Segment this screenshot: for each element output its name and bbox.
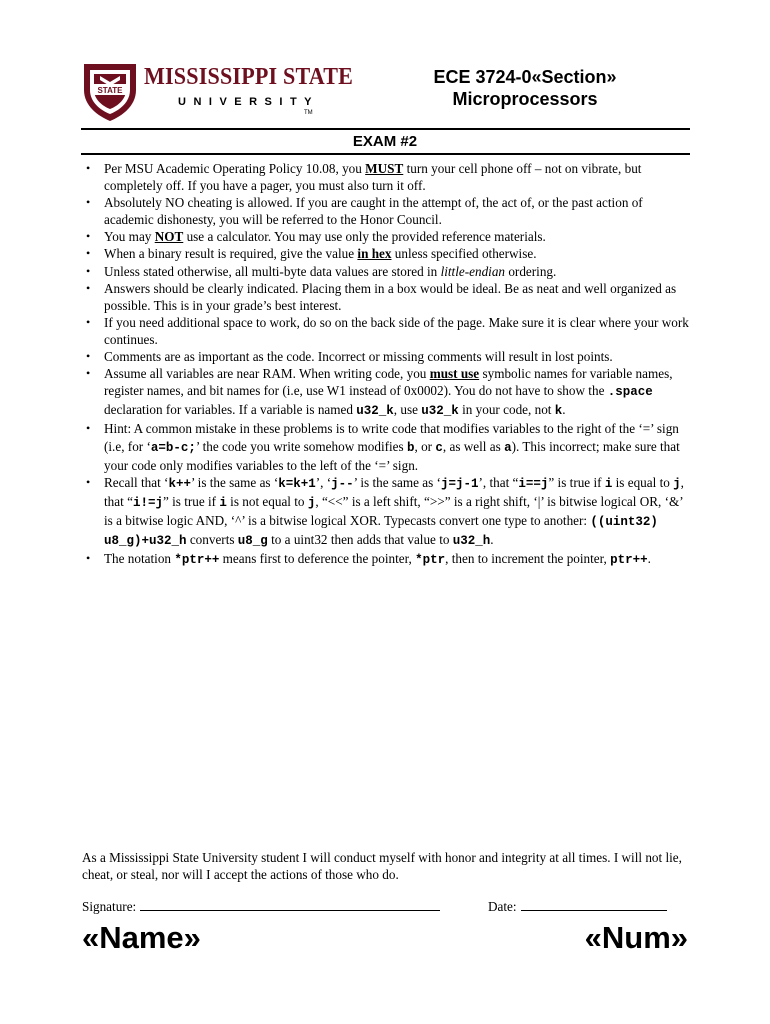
student-name-field: «Name» bbox=[82, 920, 201, 955]
italic-text: little-endian bbox=[440, 263, 506, 279]
emphasis-text: must use bbox=[429, 366, 480, 382]
instruction-text: ’, ‘ bbox=[315, 474, 332, 490]
shield-text: STATE bbox=[97, 86, 123, 95]
code-text: i==j bbox=[518, 476, 549, 491]
instruction-text: Per MSU Academic Operating Policy 10.08, you bbox=[104, 161, 366, 176]
instruction-text: ordering. bbox=[505, 263, 557, 279]
instruction-item bbox=[82, 550, 692, 569]
code-text: u32_k bbox=[421, 404, 459, 419]
shield-logo-icon bbox=[82, 60, 138, 122]
instruction-text: turn your cell phone off – not on vibrate, but completely off. If you have a pager, you must also turn it off. bbox=[104, 161, 642, 194]
code-text: k++ bbox=[168, 476, 191, 491]
instruction-text: . bbox=[562, 402, 566, 418]
signature-label: Signature: bbox=[82, 899, 137, 914]
instruction-text: ’ the code you write somehow modifies bbox=[195, 438, 407, 454]
code-text: ptr++ bbox=[610, 553, 648, 568]
instruction-text: ’, that “ bbox=[478, 474, 519, 490]
instruction-text: , that “ bbox=[104, 474, 684, 509]
emphasis-text: MUST bbox=[365, 161, 404, 176]
instruction-text: converts bbox=[186, 531, 238, 547]
code-text: i bbox=[604, 476, 613, 491]
signature-field[interactable] bbox=[82, 898, 440, 915]
instruction-item bbox=[82, 365, 692, 420]
code-text: j bbox=[307, 495, 316, 510]
instruction-text: to a uint32 then adds that value to bbox=[267, 531, 453, 547]
instruction-text: in your code, not bbox=[458, 402, 555, 418]
instruction-text: symbolic names for variable names, register names, and bit names for (i.e, use W1 instead of 0x0002). You do not have to show the bbox=[104, 366, 673, 399]
course-name: Microprocessors bbox=[452, 89, 598, 109]
logo-university-text: UNIVERSITY bbox=[178, 96, 320, 108]
logo-wordmark: MISSISSIPPI STATE bbox=[144, 64, 354, 90]
date-label: Date: bbox=[488, 899, 517, 914]
code-text: b bbox=[406, 440, 415, 455]
instruction-text: Assume all variables are near RAM. When writing code, you bbox=[104, 366, 430, 382]
instruction-item bbox=[82, 348, 692, 365]
instruction-text: Answers should be clearly indicated. Placing them in a box would be ideal. Be as neat and well organized as possible. This is in your grade’s best interest. bbox=[104, 280, 677, 313]
instruction-item bbox=[82, 420, 692, 473]
code-text: k bbox=[554, 404, 563, 419]
signature-line[interactable] bbox=[140, 898, 440, 911]
instruction-item bbox=[82, 160, 692, 194]
instruction-text: use a calculator. You may use only the provided reference materials. bbox=[183, 229, 546, 245]
instruction-text: Comments are as important as the code. Incorrect or missing comments will result in lost points. bbox=[104, 349, 613, 365]
instruction-item bbox=[82, 228, 692, 245]
exam-title: EXAM #2 bbox=[352, 133, 418, 150]
instruction-text: . bbox=[647, 551, 651, 567]
code-text: u32_h bbox=[452, 533, 491, 548]
instruction-text: ’ is the same as ‘ bbox=[190, 474, 279, 490]
instruction-text: Unless stated otherwise, all multi-byte data values are stored in bbox=[104, 263, 441, 279]
instruction-text: The notation bbox=[104, 551, 175, 567]
instruction-text: When a binary result is required, give the value bbox=[104, 246, 358, 262]
code-text: j-- bbox=[331, 476, 354, 491]
instruction-text: is equal to bbox=[612, 474, 674, 490]
university-logo bbox=[82, 60, 352, 122]
instruction-text: means first to deference the pointer, bbox=[219, 551, 416, 567]
code-text: .space bbox=[607, 385, 653, 400]
emphasis-text: NOT bbox=[154, 229, 184, 245]
course-number: ECE 3724-0«Section» bbox=[433, 67, 617, 87]
code-text: j=j-1 bbox=[440, 476, 479, 491]
code-text: i bbox=[219, 495, 227, 510]
instruction-item bbox=[82, 474, 692, 550]
code-text: *ptr bbox=[415, 553, 446, 568]
instruction-text: , then to increment the pointer, bbox=[445, 551, 611, 567]
instruction-text: Absolutely NO cheating is allowed. If you are caught in the attempt of, the act of, or the past action of academic dishonesty, you will be referred to the Honor Council. bbox=[104, 195, 643, 228]
instruction-text: , “<<” is a left shift, “>>” is a right shift, ‘|’ is bitwise logical OR, ‘&’ is a bitwise logic AND, ‘^’ is a bitwise logical XOR. Typecasts convert one type to another: bbox=[104, 493, 683, 528]
instruction-item bbox=[82, 263, 692, 280]
instruction-text: unless specified otherwise. bbox=[391, 246, 537, 262]
instruction-item bbox=[82, 280, 692, 314]
date-line[interactable] bbox=[521, 898, 667, 911]
code-text: k=k+1 bbox=[278, 476, 316, 491]
code-text: *ptr++ bbox=[174, 553, 220, 568]
instruction-text: ” is true if bbox=[548, 474, 605, 490]
instruction-text: You may bbox=[104, 229, 155, 245]
instruction-text: , or bbox=[414, 438, 436, 454]
logo-trademark: TM bbox=[304, 110, 313, 116]
instruction-item bbox=[82, 245, 692, 262]
code-text: ((uint32) u8_g)+u32_h bbox=[104, 514, 658, 548]
emphasis-text: in hex bbox=[357, 246, 392, 262]
code-text: j bbox=[673, 476, 681, 491]
instruction-text: Hint: A common mistake in these problems is to write code that modifies variables to the right of the ‘=’ sign (i.e, for ‘ bbox=[104, 421, 679, 454]
code-text: a bbox=[504, 440, 512, 455]
code-text: a=b-c; bbox=[150, 440, 196, 455]
code-text: c bbox=[435, 440, 443, 455]
instruction-text: Recall that ‘ bbox=[104, 474, 169, 490]
instruction-text: , use bbox=[393, 402, 422, 418]
student-number-field: «Num» bbox=[584, 920, 688, 955]
instruction-text: ” is true if bbox=[162, 493, 220, 509]
instruction-item bbox=[82, 314, 692, 348]
instruction-item bbox=[82, 194, 692, 228]
instruction-text: If you need additional space to work, do so on the back side of the page. Make sure it is clear where your work continues. bbox=[104, 314, 689, 347]
instructions-list bbox=[82, 160, 692, 569]
course-header bbox=[400, 66, 650, 110]
instruction-text: is not equal to bbox=[226, 493, 308, 509]
instruction-text: ). This incorrect; make sure that your code only modifies variables to the left of the ‘=’ sign. bbox=[104, 438, 680, 473]
header-divider bbox=[81, 128, 690, 130]
title-divider bbox=[81, 153, 690, 155]
code-text: i!=j bbox=[132, 495, 163, 510]
instruction-text: ’ is the same as ‘ bbox=[353, 474, 441, 490]
instruction-text: , as well as bbox=[442, 438, 505, 454]
code-text: u8_g bbox=[237, 533, 268, 548]
code-text: u32_k bbox=[356, 404, 394, 419]
date-field[interactable] bbox=[488, 898, 667, 915]
honor-statement: As a Mississippi State University student I will conduct myself with honor and integrity at all times. I will not lie, cheat, or steal, nor will I accept the actions of those who do. bbox=[82, 850, 682, 883]
instruction-text: . bbox=[490, 531, 494, 547]
instruction-text: declaration for variables. If a variable is named bbox=[104, 402, 357, 418]
